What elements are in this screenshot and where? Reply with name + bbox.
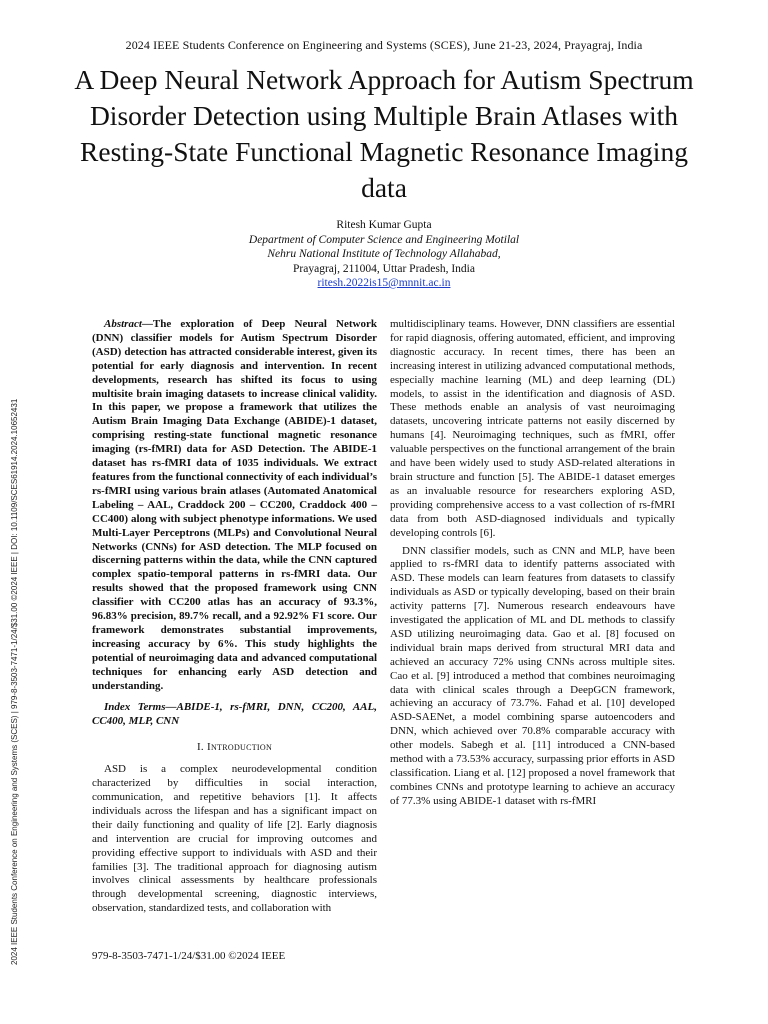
- affiliation-line-1: Department of Computer Science and Engineering Motilal: [248, 233, 520, 246]
- abstract-text: —The exploration of Deep Neural Network (DNN) classifier models for Autism Spectrum Disorder (ASD) detection has attracted considerable interest, given its potential for early diagnosis and intervention. In recent developments, research has shifted its focus to using multisite brain imaging datasets to increase clinical validity. In this paper, we propose a framework that utilizes the Autism Brain Imaging Data Exchange (ABIDE)-1 dataset, comprising resting-state functional magnetic resonance imaging (rs-fMRI) data for ASD Detection. The ABIDE-1 dataset has rs-fMRI data of 1035 individuals. We extract features from the functional connectivity of each individual’s rs-fMRI using various brain atlases (Automated Anatomical Labeling – AAL, Craddock 200 – CC200, Craddock 400 – CC400) along with subject phenotype informations. We used Multi-Layer Perceptrons (MLPs) and Convolutional Neural Networks (CNNs) for ASD detection. The MLP focused on discerning patterns within the data, while the CNN captured complex spatio-temporal patterns in rs-fMRI data. Our results showed that the proposed framework using CNN classifier with CC200 atlas has an accuracy of 93.3%, 96.83% precision, 89.7% recall, and a 92.92% F1 score. Our framework demonstrates substantial improvements, increasing accuracy by 6%. This study highlights the potential of neuroimaging data and advanced computational techniques for enhancing early ASD detection and understanding.: [92, 318, 377, 692]
- author-block: [200, 218, 568, 291]
- section-number: I.: [196, 741, 204, 754]
- abstract: [92, 318, 377, 693]
- paper-title: A Deep Neural Network Approach for Autism Spectrum Disorder Detection using Multiple Brain Atlases with Resting-State Functional Magnetic Resonance Imaging data: [74, 64, 694, 203]
- right-column: [390, 318, 675, 813]
- left-column: [92, 318, 377, 920]
- intro-paragraph-left: ASD is a complex neurodevelopmental condition characterized by difficulties in social interaction, communication, and repetitive behaviors [1]. It affects individuals across the lifespan and has a significant impact on their daily functioning and quality of life [2]. Early diagnosis and intervention are crucial for improving outcomes and providing effective support to individuals with ASD and their families [3]. The traditional approach for diagnosing autism involves clinical assessments by healthcare professionals through developmental screening, diagnostic interviews, observation, standardized tests, and collaboration with: [92, 763, 377, 915]
- footer-copyright-code: 979-8-3503-7471-1/24/$31.00 ©2024 IEEE: [92, 950, 286, 962]
- abstract-label: Abstract: [104, 318, 142, 330]
- intro-paragraph-right-2: DNN classifier models, such as CNN and MLP, have been applied to rs-fMRI data to identify patterns associated with ASD. These models can learn features from datasets to classify individuals as ASD or typically developing, based on their brain activity patterns [7]. Numerous research endeavours have investigated the application of ML and DL methods to classify ASD utilizing neuroimaging data. Gao et al. [8] focused on individual brain maps derived from structural MRI data and achieved an accuracy 72% using CNNs across multiple sites. Cao et al. [9] introduced a method that combines neuroimaging data with clinical scales through a DeepGCN framework, achieving an accuracy of 73.7%. Fahad et al. [10] developed ASD-SAENet, a model combining sparse autoencoders and DNN, which achieved over 70.8% comparable accuracy with other models. Sabegh et al. [11] introduced a CNN-based method with a 73.53% accuracy, surpassing prior efforts in ASD classification. Liang et al. [12] proposed a novel framework that combines CNNs and prototype learning to achieve an accuracy of 77.3% using ABIDE-1 dataset with rs-fMRI: [390, 544, 675, 807]
- author-email-link[interactable]: ritesh.2022is15@mnnit.ac.in: [317, 277, 451, 289]
- intro-paragraph-right-1: multidisciplinary teams. However, DNN classifiers are essential for rapid diagnosis, offering automated, efficient, and improving diagnostic accuracy. In recent times, there has been an increasing interest in utilizing advanced computational methods, especially machine learning (ML) and deep learning (DL) models, to assist in the identification and diagnosis of ASD. These methods enable an analysis of vast neuroimaging datasets, uncovering intricate patterns not easily discerned by humans [4]. Neuroimaging techniques, such as fMRI, offer valuable perspectives on the functional arrangement of the brain and have been widely used to study ASD-related alterations in brain structure and function [5]. The ABIDE-1 dataset emerges as an invaluable resource for researchers exploring ASD, providing comprehensive access to a vast collection of rs-fMRI data from both ASD-diagnosed individuals and typically developing controls [6].: [390, 318, 675, 539]
- side-identifier: 2024 IEEE Students Conference on Engineering and Systems (SCES) | 979-8-3503-7471-1/24/$31.00 ©2024 IEEE | DOI: 10.1109/SCES61914.2024.10652431: [10, 398, 19, 965]
- affiliation-line-2: Nehru National Institute of Technology Allahabad,: [267, 248, 501, 260]
- section-title: Introduction: [207, 741, 273, 754]
- author-location: Prayagraj, 211004, Uttar Pradesh, India: [293, 262, 475, 275]
- conference-header: 2024 IEEE Students Conference on Engineering and Systems (SCES), June 21-23, 2024, Prayagraj, India: [125, 38, 643, 52]
- index-terms: Index Terms—ABIDE-1, rs-fMRI, DNN, CC200, AAL, CC400, MLP, CNN: [92, 701, 377, 728]
- section-heading-introduction: [92, 741, 377, 755]
- author-name: Ritesh Kumar Gupta: [336, 219, 432, 231]
